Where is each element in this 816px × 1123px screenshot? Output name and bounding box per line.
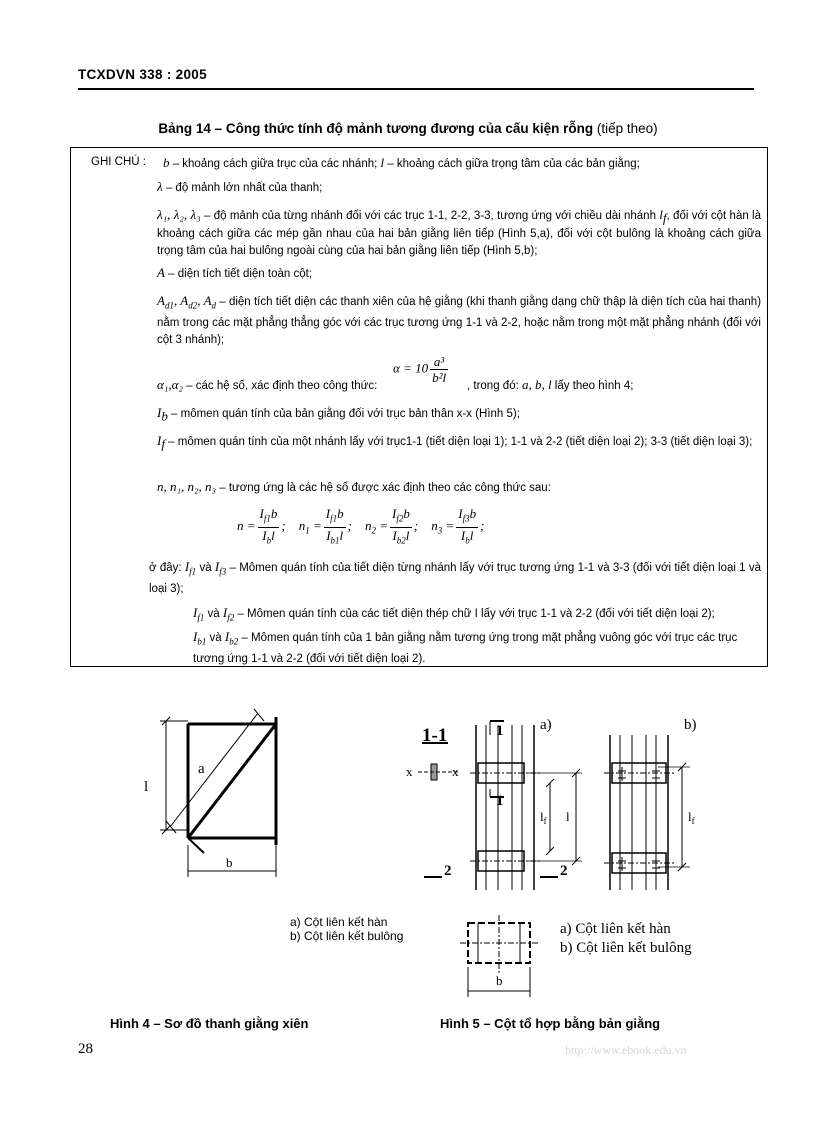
legend-small-b: b) Cột liên kết bulông — [290, 929, 404, 943]
legend-large-b: b) Cột liên kết bulông — [560, 940, 692, 956]
var-If: I — [157, 433, 162, 448]
alpha-formula-den: b²l — [432, 370, 447, 385]
legend-small-a: a) Cột liên kết hàn — [290, 915, 388, 929]
fig5-lf-a: $l_f$ — [540, 809, 547, 826]
alpha-formula-num: a³ — [430, 354, 448, 370]
note-2 — [157, 178, 322, 197]
note-6-after — [467, 376, 633, 395]
note-10: ở đây: $I_{f1}$ và $I_{f3}$ – Mômen quán tính của tiết diện từng nhánh lấy với trục tương ứng 1-1 và 3-3 (đối với tiết diện loại 1 và loại 3); — [149, 559, 761, 595]
alpha-formula — [393, 354, 450, 385]
note-1-text-b: – khoảng cách giữa trọng tâm của các bản giằng; — [384, 158, 640, 170]
fig5-x-left: x — [406, 764, 413, 779]
standard-code: TCXDVN 338 : 2005 — [78, 67, 207, 82]
watermark: http://www.ebook.edu.vn — [565, 1043, 687, 1057]
table-caption-bold: Bảng 14 – Công thức tính độ mảnh tương đương của cấu kiện rỗng — [158, 121, 594, 136]
note-11-text: – Mômen quán tính của các tiết diện thép chữ I lấy với trục 1-1 và 2-2 (đối với tiết diện loại 2); — [234, 608, 715, 620]
var-lambda: λ — [157, 179, 163, 194]
note-1-text-a: – khoảng cách giữa trục của các nhánh; — [169, 158, 381, 170]
note-11: $I_{f1}$ và $I_{f2}$ – Mômen quán tính của các tiết diện thép chữ I lấy với trục 1-1 và 2-2 (đối với tiết diện loại 2); — [193, 605, 715, 623]
note-12: $I_{b1}$ và $I_{b2}$ – Mômen quán tính của 1 bản giằng nằm tương ứng trong mặt phẳng vuông góc với trục các trục tương ứng 1-1 và 2-2 (đối với tiết diện loại 2). — [193, 629, 738, 665]
fig5-x-right: x — [452, 764, 459, 779]
page-number: 28 — [78, 1041, 93, 1057]
var-A: A — [157, 265, 165, 280]
var-abl: a, b, l — [521, 377, 552, 392]
notes-box — [70, 147, 768, 667]
fig5-label-b: b) — [684, 717, 697, 733]
note-lead — [91, 154, 146, 171]
fig5-bottom-b: b — [496, 973, 503, 988]
var-ns: n, n₁, n₂, n₃ — [157, 479, 217, 494]
note-3-text-a: – độ mảnh của từng nhánh đối với các trục 1-1, 2-2, 3-3, tương ứng với chiều dài nhánh — [200, 210, 660, 222]
note-2-text: – độ mảnh lớn nhất của thanh; — [162, 182, 323, 194]
legend-large-a: a) Cột liên kết hàn — [560, 921, 671, 937]
fig5-cut-1-bottom: 1 — [496, 793, 504, 809]
fig5-cut-2-left: 2 — [444, 863, 452, 879]
table-caption-rest: (tiếp theo) — [593, 121, 658, 136]
var-lambdas: λ₁, λ₂, λ₃ — [157, 207, 201, 222]
fig5-cut-1-top: 1 — [496, 723, 504, 739]
note-10-text: – Mômen quán tính của tiết diện từng nhánh lấy với trục tương ứng 1-1 và 3-3 (đối với tiết diện loại 1 và loại 3); — [149, 562, 761, 595]
note-3: λ₁, λ₂, λ₃ – độ mảnh của từng nhánh đối với các trục 1-1, 2-2, 3-3, tương ứng với chiều dài nhánh $l_f$, đối với cột hàn là khoảng cách giữa các mép gần nhau của hai bản giằng liên tiếp (Hình 5,a), đối với cột bulông là khoảng cách giữa trọng tâm của hai bulông ngoài cùng của hai bản giằng liên tiếp (Hình 5,b); — [157, 207, 761, 258]
fig5-label-a: a) — [540, 717, 552, 733]
note-4-text: – diện tích tiết diện toàn cột; — [164, 268, 312, 280]
figure-5-diagram — [400, 705, 730, 1005]
header-rule — [78, 88, 754, 90]
note-9-text: – tương ứng là các hệ số được xác định theo các công thức sau: — [216, 482, 551, 494]
note-9 — [157, 478, 551, 497]
note-8-text: – mômen quán tính của một nhánh lấy với trục1-1 (tiết diện loại 1); 1-1 và 2-2 (tiết diện loại 2); 3-3 (tiết diện loại 3); — [164, 436, 753, 448]
fig4-caption: Hình 4 – Sơ đồ thanh giằng xiên — [110, 1016, 309, 1031]
note-10-lead: ở đây: — [149, 562, 185, 574]
fig5-l-a: l — [566, 809, 570, 824]
note-12-text: – Mômen quán tính của 1 bản giằng nằm tương ứng trong mặt phẳng vuông góc với trục các trục tương ứng 1-1 và 2-2 (đối với tiết diện loại 2). — [193, 632, 738, 665]
var-l: l — [380, 155, 385, 170]
legend-large — [560, 920, 692, 958]
fig4-label-a: a — [198, 761, 205, 777]
note-4 — [157, 264, 312, 283]
alpha-formula-lhs: α = 10 — [393, 360, 429, 376]
var-lf: l — [659, 207, 663, 222]
note-1 — [163, 154, 763, 173]
legend-small — [290, 915, 403, 943]
var-b: b — [163, 155, 170, 170]
note-6-after-text: , trong đó: — [467, 380, 522, 392]
note-3-text-b: , đối với cột hàn là khoảng cách giữa các mép gần nhau của hai bản giằng liên tiếp (Hình 5,a), đối với cột bulông là khoảng cách giữa trọng tâm của hai bulông ngoài cùng của hai bản giằng liên tiếp (Hình 5,b); — [157, 210, 761, 258]
note-lead-text: GHI CHÚ : — [91, 156, 146, 168]
note-5-text: – diện tích tiết diện các thanh xiên của hệ giằng (khi thanh giằng dạng chữ thập là diện tích của hai thanh) nằm trong các mặt phẳng thẳng góc với các trục tương ứng 1-1 và 2-2, hoặc nằm trong một mặt phẳng nhánh (đối với cột 3 nhánh); — [157, 296, 762, 346]
fig5-section-label: 1-1 — [422, 725, 448, 746]
var-Ad: $A_{d1}$, $A_{d2}$, $A_d$ — [157, 293, 217, 311]
note-6-text: – các hệ số, xác định theo công thức: — [182, 380, 378, 392]
note-7-text: – mômen quán tính của bản giằng đối với trục bản thân x-x (Hình 5); — [167, 408, 520, 420]
fig4-label-b: b — [226, 855, 233, 870]
fig5-cut-2-right: 2 — [560, 863, 568, 879]
n-formulas: n = $\frac{I_{f1}b}{I_bl}$ ; $n_1$ = $\frac{I_{f1}b}{I_{b1}l}$ ; $n_2$ = $\frac{I_{f2}b}{I_{b2}l}$ ; $n_3$ = $\frac{I_{f3}b}{I_bl}$ ; — [237, 506, 485, 546]
fig4-label-l: l — [144, 779, 149, 795]
note-8: $I_f$ – mômen quán tính của một nhánh lấy với trục1-1 (tiết diện loại 1); 1-1 và 2-2 (tiết diện loại 2); 3-3 (tiết diện loại 3); — [157, 433, 753, 452]
note-7: $I_b$ – mômen quán tính của bản giằng đối với trục bản thân x-x (Hình 5); — [157, 405, 520, 424]
note-6 — [157, 376, 377, 395]
note-6-after-text2: lấy theo hình 4; — [551, 380, 634, 392]
table-caption — [0, 121, 816, 136]
fig5-lf-b: $l_f$ — [688, 809, 695, 826]
var-alphas: α₁,α₂ — [157, 377, 183, 392]
note-5 — [157, 292, 761, 349]
fig5-caption: Hình 5 – Cột tổ hợp bằng bản giằng — [440, 1016, 661, 1031]
figure-4-diagram — [130, 705, 290, 885]
var-Ib: I — [157, 405, 162, 420]
